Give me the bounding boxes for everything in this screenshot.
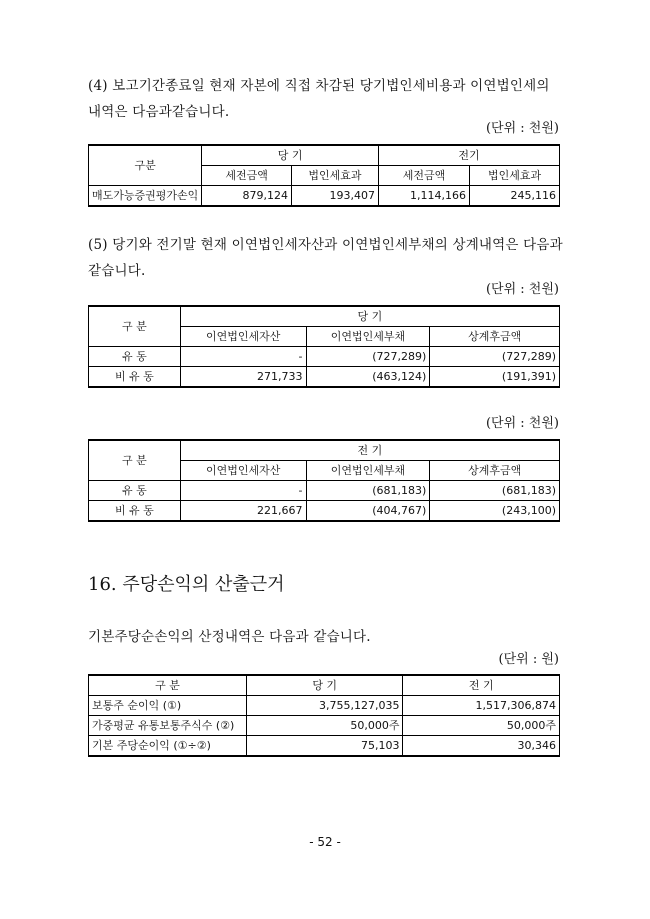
subheader-net: 상계후금액 — [430, 461, 560, 481]
subheader-taxeffect-prior: 법인세효과 — [470, 166, 560, 186]
cell-value: 193,407 — [291, 186, 378, 207]
cell-value: 879,124 — [202, 186, 292, 207]
unit-label-table3: (단위 : 천원) — [485, 416, 559, 431]
paragraph-tax-direct-equity: (4) 보고기간종료일 현재 자본에 직접 차감된 당기법인세비용과 이연법인세의 내역은 다음과같습니다. — [88, 78, 550, 120]
cell-value: (463,124) — [306, 367, 430, 388]
cell-value: 245,116 — [470, 186, 560, 207]
unit-label-table1: (단위 : 천원) — [485, 121, 559, 136]
unit-label-table4: (단위 : 원) — [498, 652, 559, 667]
cell-value: 30,346 — [403, 736, 560, 757]
table-row — [89, 501, 560, 522]
header-current-period: 당 기 — [180, 306, 559, 327]
cell-value: (404,767) — [306, 501, 430, 522]
cell-value: (681,183) — [306, 481, 430, 501]
cell-value: (243,100) — [430, 501, 560, 522]
subheader-taxeffect-current: 법인세효과 — [291, 166, 378, 186]
cell-value: 3,755,127,035 — [246, 696, 403, 716]
row-label: 매도가능증권평가손익 — [89, 186, 202, 207]
row-label: 가중평균 유통보통주식수 (②) — [89, 716, 247, 736]
cell-value: - — [180, 347, 306, 367]
row-label: 유 동 — [89, 347, 181, 367]
cell-value: 221,667 — [180, 501, 306, 522]
header-prior-period: 전 기 — [403, 675, 560, 696]
table-row — [89, 481, 560, 501]
header-category: 구 분 — [89, 306, 181, 347]
table-row — [89, 367, 560, 388]
subheader-net: 상계후금액 — [430, 327, 560, 347]
subheader-dta: 이연법인세자산 — [180, 327, 306, 347]
paragraph-deferred-tax-offset: (5) 당기와 전기말 현재 이연법인세자산과 이연법인세부채의 상계내역은 다음과 같습니다. — [88, 237, 563, 279]
header-category: 구 분 — [89, 675, 247, 696]
cell-value: (727,289) — [306, 347, 430, 367]
header-prior-period: 전기 — [379, 145, 560, 166]
header-current-period: 당 기 — [246, 675, 403, 696]
cell-value: (191,391) — [430, 367, 560, 388]
table-row — [89, 347, 560, 367]
subheader-dtl: 이연법인세부채 — [306, 327, 430, 347]
table-row — [89, 736, 560, 757]
table-eps — [88, 674, 560, 757]
row-label: 기본 주당순이익 (①÷②) — [89, 736, 247, 757]
cell-value: (727,289) — [430, 347, 560, 367]
header-category: 구분 — [89, 145, 202, 186]
cell-value: (681,183) — [430, 481, 560, 501]
subheader-dta: 이연법인세자산 — [180, 461, 306, 481]
header-category: 구 분 — [89, 440, 181, 481]
table-row — [89, 696, 560, 716]
subheader-dtl: 이연법인세부채 — [306, 461, 430, 481]
row-label: 보통주 순이익 (①) — [89, 696, 247, 716]
table-tax-direct-equity — [88, 144, 560, 207]
row-label: 비 유 동 — [89, 367, 181, 388]
cell-value: 1,114,166 — [379, 186, 470, 207]
page-number: - 52 - — [309, 835, 341, 849]
paragraph-eps: 기본주당순손익의 산정내역은 다음과 같습니다. — [88, 629, 371, 645]
table-row — [89, 186, 560, 207]
subheader-pretax-current: 세전금액 — [202, 166, 292, 186]
cell-value: 75,103 — [246, 736, 403, 757]
section-heading: 16. 주당손익의 산출근거 — [88, 574, 285, 595]
cell-value: 50,000주 — [403, 716, 560, 736]
header-prior-period: 전 기 — [180, 440, 559, 461]
table-deferred-tax-prior — [88, 439, 560, 522]
cell-value: 50,000주 — [246, 716, 403, 736]
unit-label-table2: (단위 : 천원) — [485, 282, 559, 297]
cell-value: 1,517,306,874 — [403, 696, 560, 716]
row-label: 비 유 동 — [89, 501, 181, 522]
header-current-period: 당 기 — [202, 145, 379, 166]
subheader-pretax-prior: 세전금액 — [379, 166, 470, 186]
row-label: 유 동 — [89, 481, 181, 501]
cell-value: - — [180, 481, 306, 501]
table-deferred-tax-current — [88, 305, 560, 388]
table-row — [89, 716, 560, 736]
cell-value: 271,733 — [180, 367, 306, 388]
